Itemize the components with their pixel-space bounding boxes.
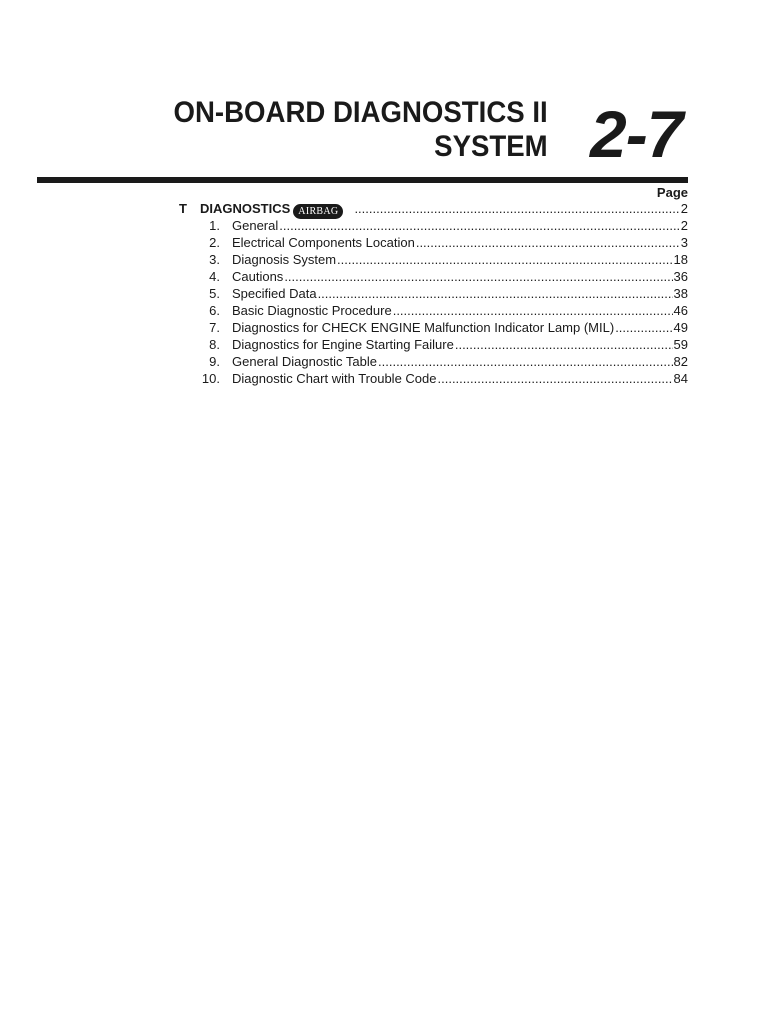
toc-item-page: 18 <box>673 252 688 267</box>
toc-item[interactable] <box>170 268 688 285</box>
dot-leader <box>416 234 680 251</box>
dot-leader <box>378 353 673 370</box>
toc-item[interactable] <box>170 302 688 319</box>
toc-item[interactable] <box>170 370 688 387</box>
toc-item-label: Diagnosis System <box>232 252 337 267</box>
dot-leader <box>615 319 672 336</box>
section-number: 2-7 <box>590 97 683 171</box>
toc-item-label: Diagnostics for CHECK ENGINE Malfunction Indicator Lamp (MIL) <box>232 320 615 335</box>
toc-item-page: 49 <box>673 320 688 335</box>
toc-item[interactable] <box>170 251 688 268</box>
toc-item[interactable] <box>170 336 688 353</box>
dot-leader <box>455 336 673 353</box>
dot-leader <box>438 370 673 387</box>
toc-item[interactable] <box>170 319 688 336</box>
toc-item-label: General Diagnostic Table <box>232 354 378 369</box>
toc-item-number: 4. <box>209 269 220 284</box>
toc-item-label: Specified Data <box>232 286 317 301</box>
dot-leader <box>318 285 673 302</box>
dot-leader <box>337 251 672 268</box>
toc-section-page: 2 <box>680 201 688 216</box>
toc-item-label: Basic Diagnostic Procedure <box>232 303 392 318</box>
toc-item[interactable] <box>170 234 688 251</box>
toc-item-page: 82 <box>673 354 688 369</box>
toc-section-diagnostics[interactable] <box>170 200 688 217</box>
toc-section-letter: T <box>179 201 187 216</box>
toc-item-label: Electrical Components Location <box>232 235 415 250</box>
toc-item-number: 1. <box>209 218 220 233</box>
toc-item[interactable] <box>170 353 688 370</box>
toc-item-number: 3. <box>209 252 220 267</box>
toc-item-page: 38 <box>673 286 688 301</box>
toc-item-label: Cautions <box>232 269 284 284</box>
page-title-line-1: ON-BOARD DIAGNOSTICS II <box>173 96 548 129</box>
toc-item-page: 84 <box>673 371 688 386</box>
toc-item-number: 10. <box>201 371 220 386</box>
toc-item-number: 5. <box>209 286 220 301</box>
toc-item-page: 36 <box>673 269 688 284</box>
table-of-contents <box>170 200 688 387</box>
toc-item-number: 7. <box>209 320 220 335</box>
toc-item-label: General <box>232 218 279 233</box>
toc-item-page: 46 <box>673 303 688 318</box>
toc-section-label: DIAGNOSTICS <box>200 201 291 216</box>
toc-item-number: 8. <box>209 337 220 352</box>
toc-item-number: 9. <box>209 354 220 369</box>
dot-leader <box>279 217 680 234</box>
page-title-line-2: SYSTEM <box>434 130 548 163</box>
dot-leader <box>284 268 672 285</box>
toc-item-label: Diagnostic Chart with Trouble Code <box>232 371 437 386</box>
dot-leader <box>354 200 679 217</box>
toc-item[interactable] <box>170 217 688 234</box>
toc-item-page: 59 <box>673 337 688 352</box>
toc-item-label: Diagnostics for Engine Starting Failure <box>232 337 454 352</box>
page-column-label: Page <box>656 185 688 200</box>
toc-item-number: 2. <box>209 235 220 250</box>
page-title <box>174 96 548 164</box>
toc-item-page: 2 <box>680 218 688 233</box>
header-divider <box>37 177 688 183</box>
toc-item[interactable] <box>170 285 688 302</box>
dot-leader <box>393 302 673 319</box>
toc-item-number: 6. <box>209 303 220 318</box>
airbag-badge: AIRBAG <box>293 204 343 219</box>
toc-item-page: 3 <box>680 235 688 250</box>
